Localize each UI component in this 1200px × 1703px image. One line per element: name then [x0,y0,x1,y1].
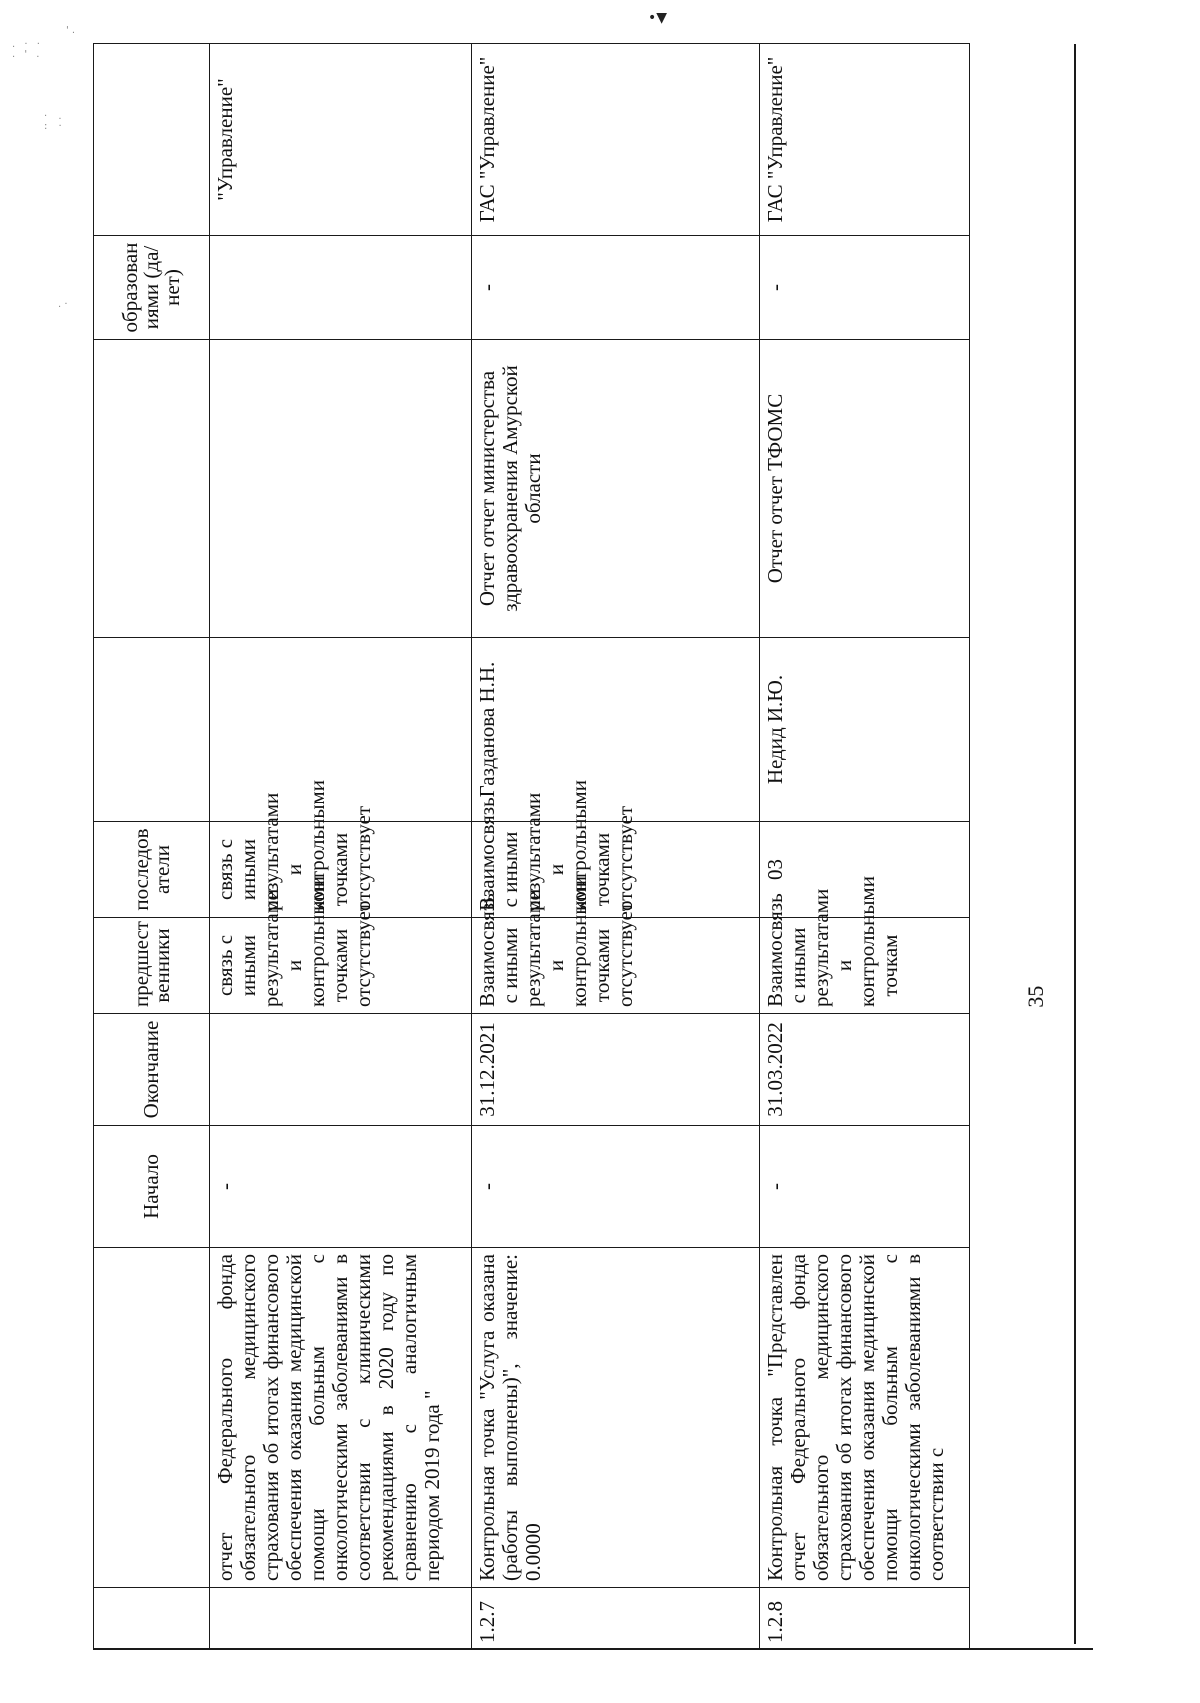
row-document: Отчет отчет ТФОМС [760,340,970,638]
scan-noise-dots: ' . [66,25,76,36]
scan-noise-dots: · . : · [44,111,66,132]
row-number [210,1588,472,1650]
table-row [210,44,472,1650]
table-row [760,44,970,1650]
row-predecessors-text: Взаимосвязь с иными результатами и контрольными точкам [763,876,902,1007]
row-start: - [472,1126,760,1248]
table-row [472,44,760,1650]
header-system [94,44,210,236]
schedule-table [93,43,970,1650]
row-document: Отчет отчет министерства здравоохранения Амурской области [472,340,760,638]
page-edge-line [1074,44,1076,1644]
row-approval: - [760,236,970,340]
header-end: Окончание [94,1014,210,1126]
row-responsible: Газданова Н.Н. [472,638,760,822]
row-predecessors: Взаимосвязь с иными результатами и контрольными точками отсутствует [472,918,760,1014]
row-description: отчет Федерального фонда обязательного медицинского страхования об итогах финансового обеспечения оказания медицинской помощи больным с онкологическими заболеваниями в соответствии с клиническими рекомендациями в 2020 году по сравнению с аналогичным периодом 2019 года " [210,1248,472,1588]
header-description [94,1248,210,1588]
row-end [210,1014,472,1126]
row-predecessors [760,876,970,1014]
row-end: 31.12.2021 [472,1014,760,1126]
row-number: 1.2.7 [472,1588,760,1650]
rotated-page [93,44,1048,1650]
row-description: Контрольная точка "Представлен отчет Федерального фонда обязательного медицинского страхования об итогах финансового обеспечения оказания медицинской помощи больным с онкологическими заболеваниями в соответствии с [760,1248,970,1588]
row-successors: 03 [760,822,970,918]
header-responsible [94,638,210,822]
row-approval: - [472,236,760,340]
scan-noise-dots: . · · . ' . [12,39,43,60]
header-num [94,1588,210,1650]
header-predecessors: предшест венники [94,918,210,1014]
row-approval [210,236,472,340]
header-document [94,340,210,638]
header-approval: образован иями (да/нет) [94,236,210,340]
header-start: Начало [94,1126,210,1248]
row-end: 31.03.2022 [760,1014,970,1126]
row-document [210,340,472,638]
row-number: 1.2.8 [760,1588,970,1650]
row-successors: Взаимосвязь с иными результатами и контрольными точками отсутствует [472,822,760,918]
row-successors: связь с иными результатами и контрольными точками отсутствует [210,822,472,918]
header-successors: последов атели [94,822,210,918]
row-predecessors: связь с иными результатами и контрольными точками отсутствует [210,918,472,1014]
row-start: - [760,1126,970,1248]
scan-mark: •▼ [648,10,668,26]
row-start: - [210,1126,472,1248]
table-header-row [94,44,210,1650]
page-number: 35 [1023,985,1048,1008]
row-description: Контрольная точка "Услуга оказана (работы выполнены)", значение: 0.0000 [472,1248,760,1588]
row-system: "Управление" [210,44,472,236]
row-responsible: Недид И.Ю. [760,638,970,822]
row-system: ГАС "Управление" [472,44,760,236]
scan-noise-dots: . · [58,299,68,310]
row-system: ГАС "Управление" [760,44,970,236]
row-responsible [210,638,472,822]
